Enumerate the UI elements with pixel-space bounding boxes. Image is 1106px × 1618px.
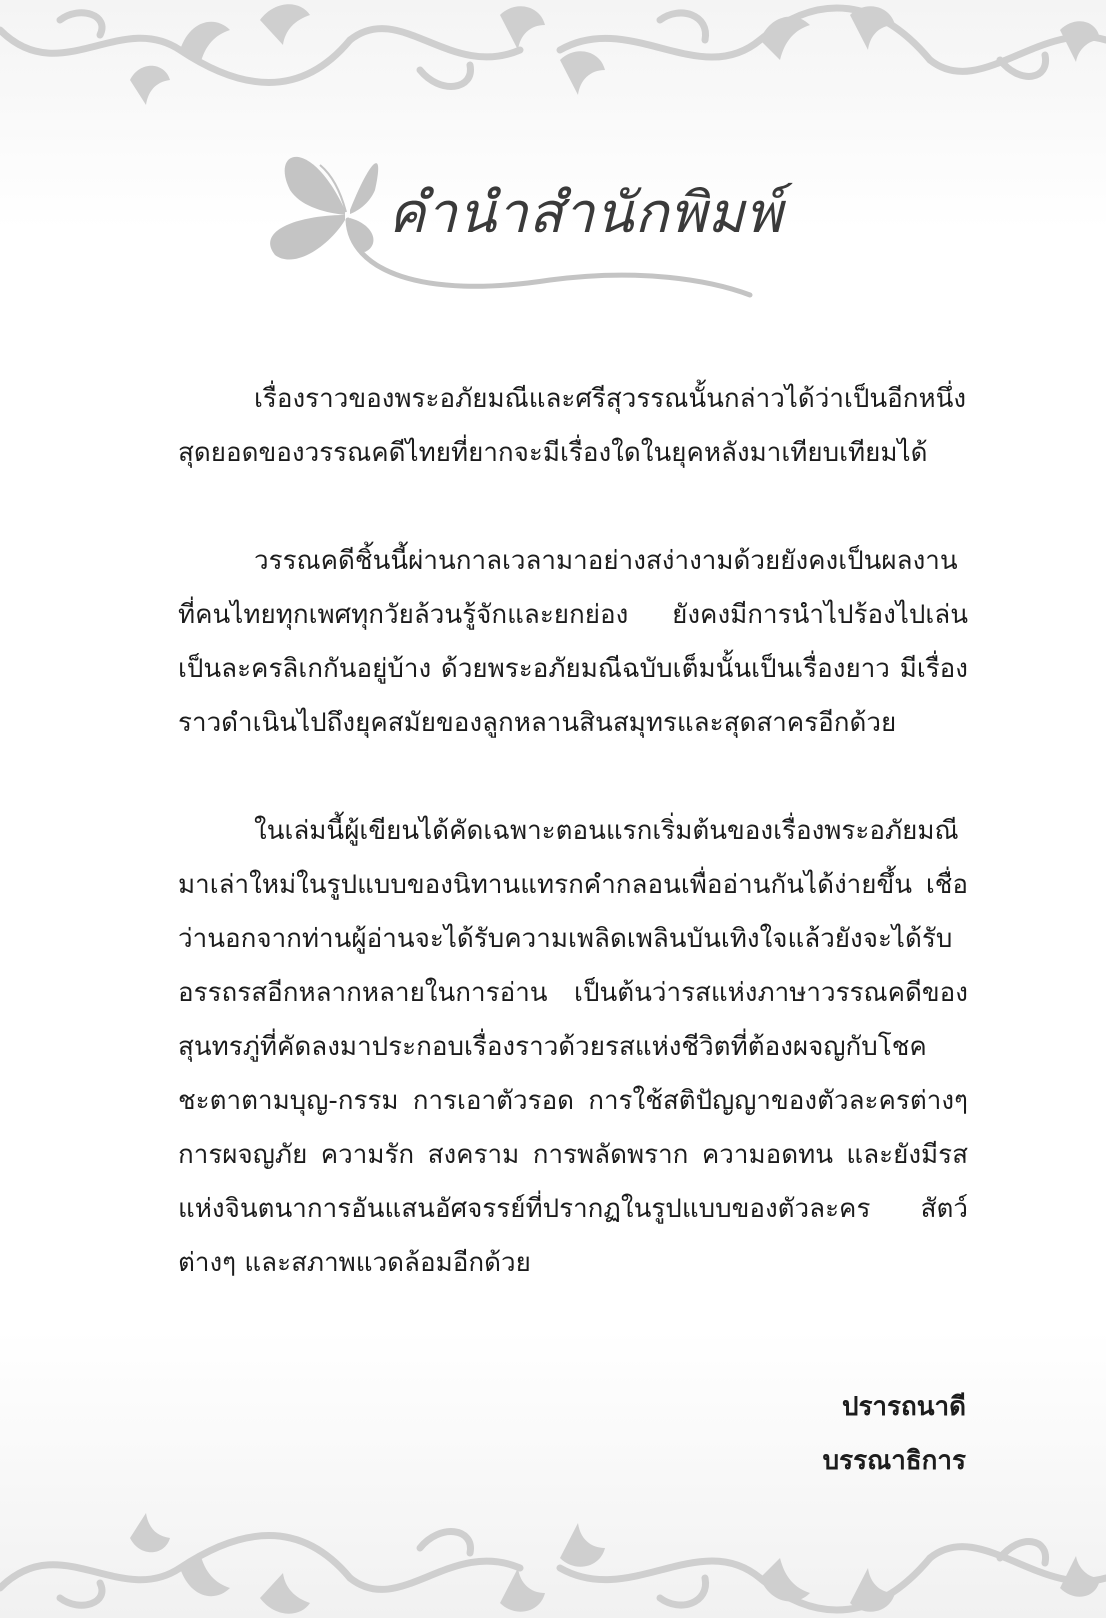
floral-border-bottom — [0, 1498, 1106, 1618]
signature-closing: ปรารถนาดี — [841, 1392, 966, 1422]
floral-border-top — [0, 0, 1106, 120]
paragraph-3: ในเล่มนี้ผู้เขียนได้คัดเฉพาะตอนแรกเริ่มต้นของเรื่องพระอภัยมณีมาเล่าใหม่ในรูปแบบของนิทานแทรกคำกลอนเพื่ออ่านกันได้ง่ายขึ้น เชื่อว่านอกจากท่านผู้อ่านจะได้รับความเพลิดเพลินบันเทิงใจแล้วยังจะได้รับอรรถรสอีกหลากหลายในการอ่าน เป็นต้นว่ารสแห่งภาษาวรรณคดีของสุนทรภู่ที่คัดลงมาประกอบเรื่องราวด้วยรสแห่งชีวิตที่ต้องผจญกับโชคชะตาตามบุญ-กรรม การเอาตัวรอด การใช้สติปัญญาของตัวละครต่างๆ การผจญภัย ความรัก สงคราม การพลัดพราก ความอดทน และยังมีรสแห่งจินตนาการอันแสนอัศจรรย์ที่ปรากฏในรูปแบบของตัวละคร สัตว์ต่างๆ และสภาพแวดล้อมอีกด้วย — [178, 816, 968, 1278]
paragraph-2: วรรณคดีชิ้นนี้ผ่านกาลเวลามาอย่างสง่างามด้วยยังคงเป็นผลงานที่คนไทยทุกเพศทุกวัยล้วนรู้จักและยกย่อง ยังคงมีการนำไปร้องไปเล่นเป็นละครลิเกกันอยู่บ้าง ด้วยพระอภัยมณีฉบับเต็มนั้นเป็นเรื่องยาว มีเรื่องราวดำเนินไปถึงยุคสมัยของลูกหลานสินสมุทรและสุดสาครอีกด้วย — [178, 546, 968, 738]
preface-body — [178, 372, 968, 1344]
title-area — [250, 130, 790, 310]
paragraph-1: เรื่องราวของพระอภัยมณีและศรีสุวรรณนั้นกล่าวได้ว่าเป็นอีกหนึ่งสุดยอดของวรรณคดีไทยที่ยากจะมีเรื่องใดในยุคหลังมาเทียบเทียมได้ — [178, 384, 967, 468]
signature — [823, 1380, 966, 1488]
page-title: คำนำสำนักพิมพ์ — [388, 181, 784, 246]
signature-author: บรรณาธิการ — [822, 1446, 966, 1476]
